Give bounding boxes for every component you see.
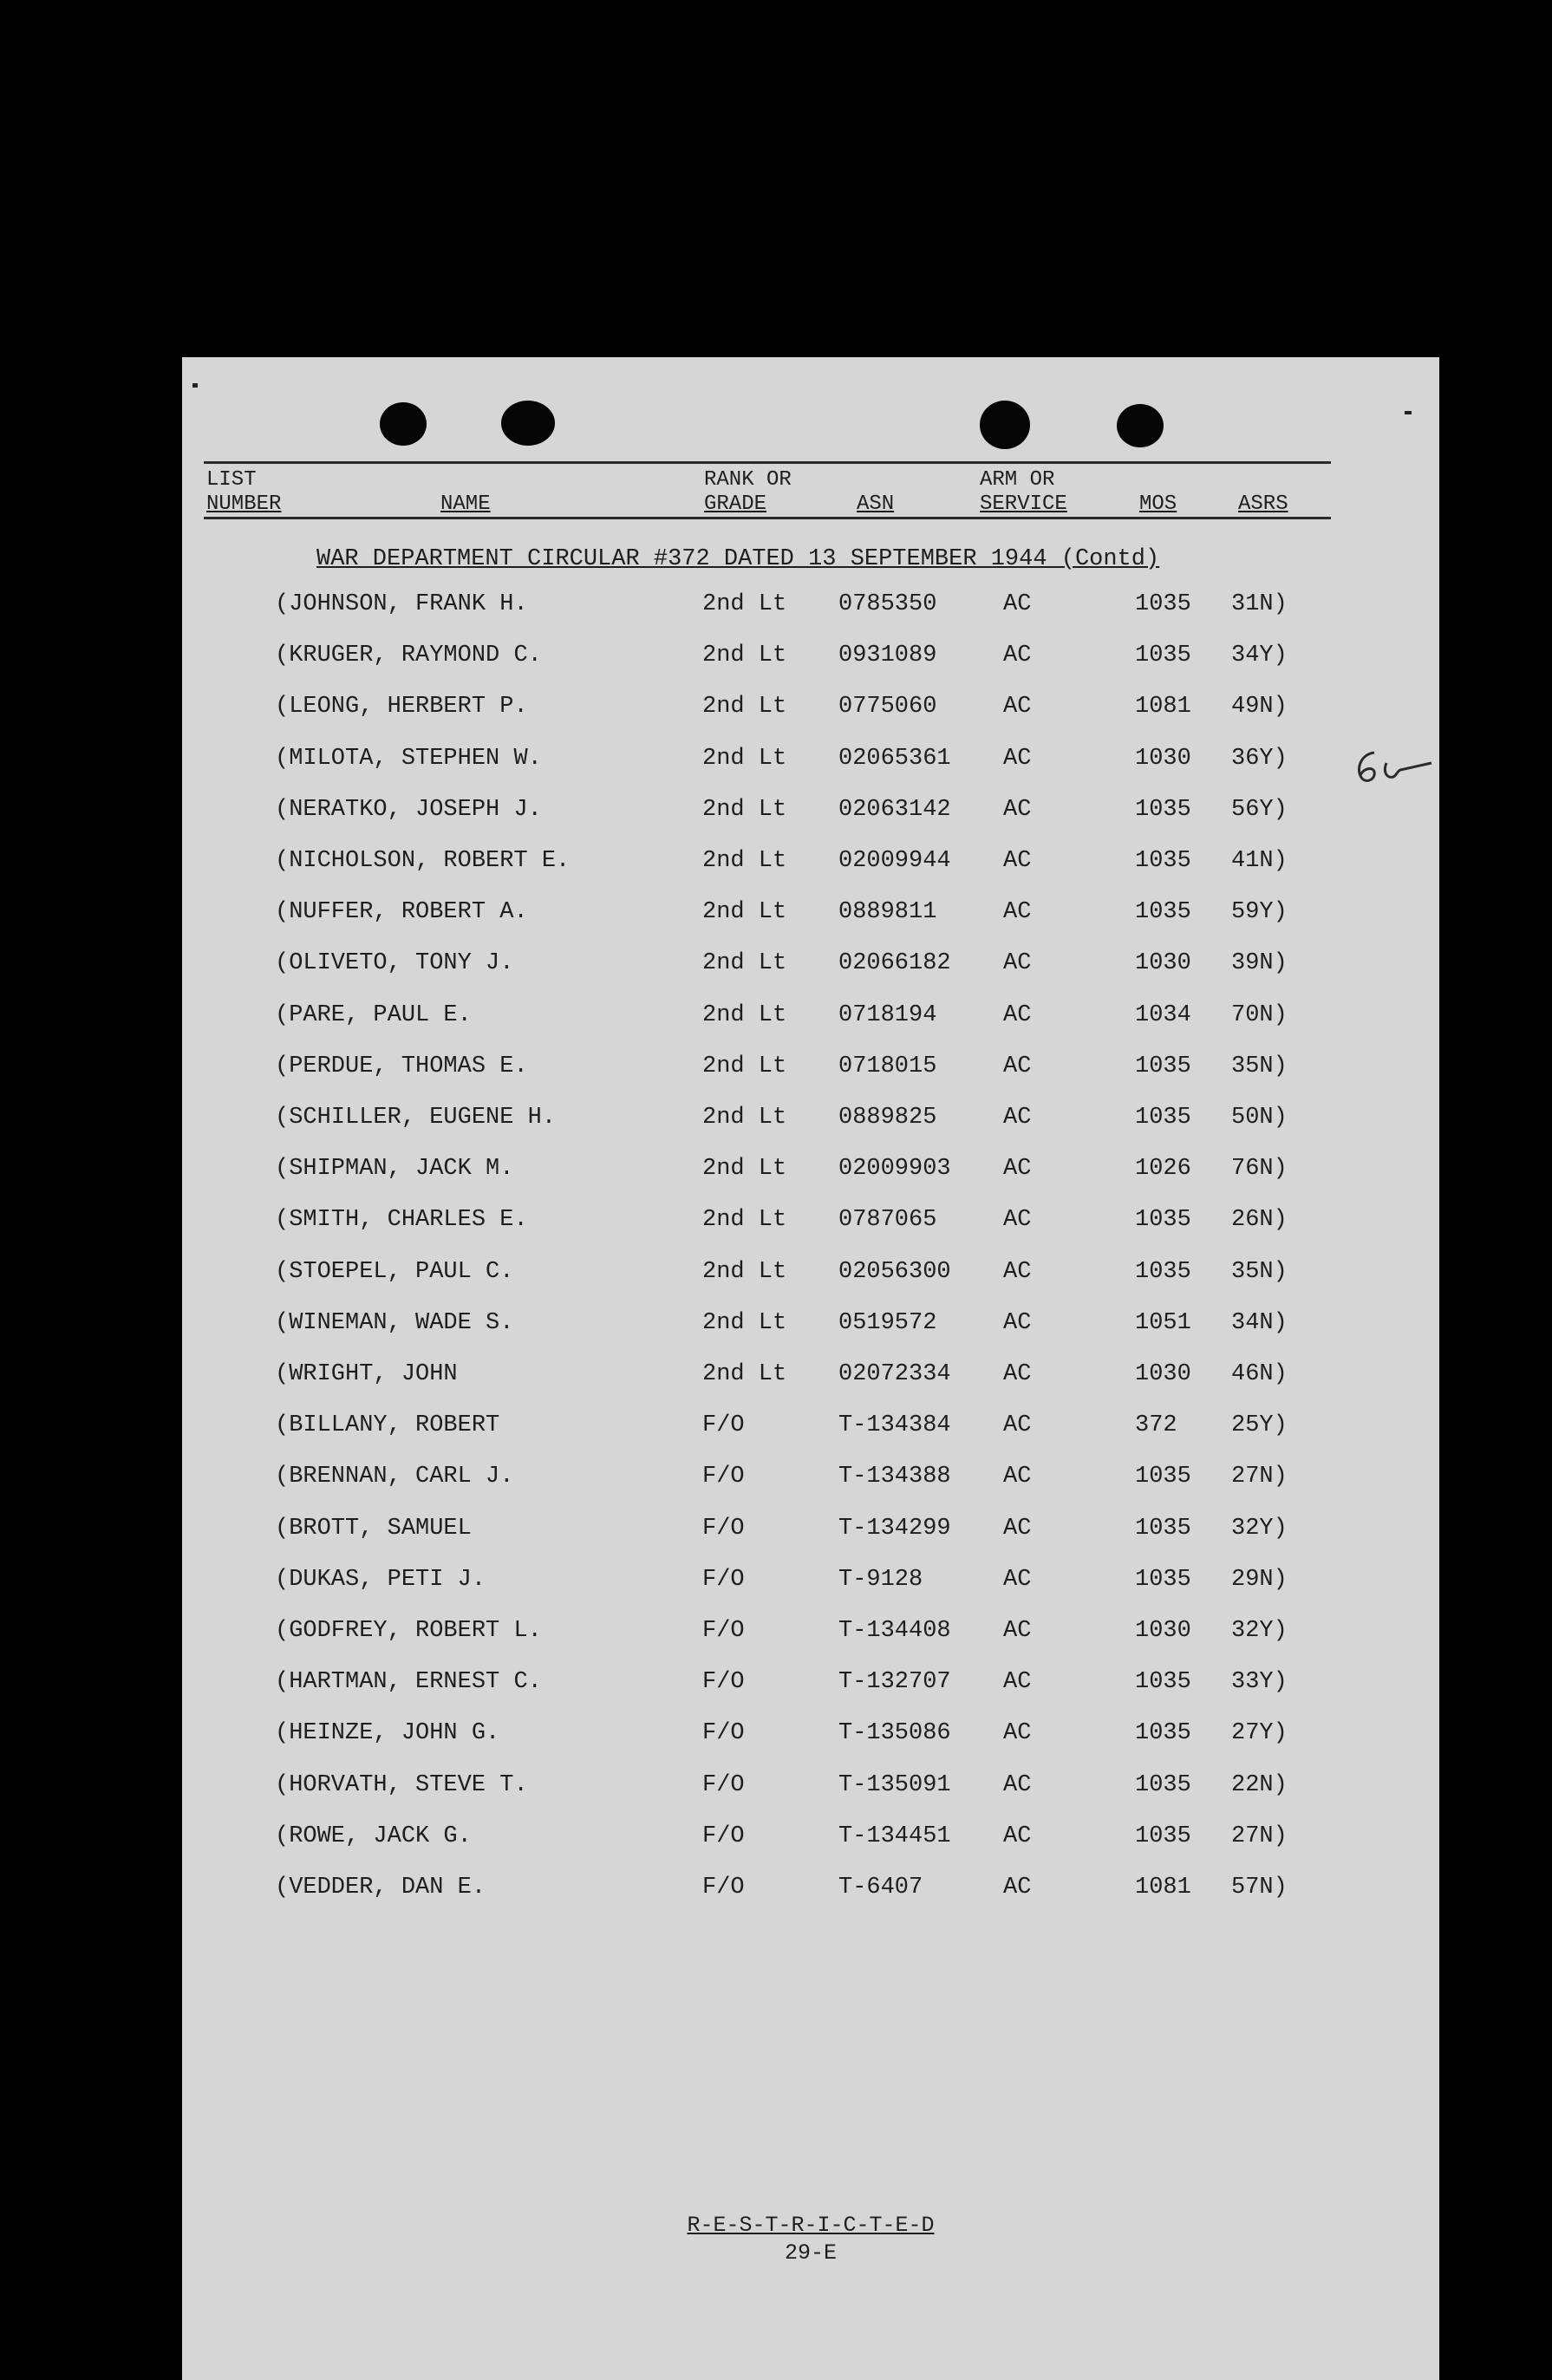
cell-asn: T-134299: [838, 1515, 951, 1542]
cell-arm: AC: [1003, 848, 1032, 874]
cell-asrs: 33Y): [1231, 1669, 1288, 1696]
cell-arm: AC: [1003, 1156, 1032, 1183]
cell-asrs: 35N): [1231, 1258, 1288, 1285]
cell-rank: F/O: [702, 1464, 745, 1490]
cell-arm: AC: [1003, 1771, 1032, 1798]
cell-asrs: 76N): [1231, 1156, 1288, 1183]
cell-rank: F/O: [702, 1515, 745, 1542]
cell-asn: T-135086: [838, 1720, 951, 1747]
cell-arm: AC: [1003, 1207, 1032, 1234]
cell-mos: 1035: [1135, 1822, 1191, 1849]
classification-marking: R-E-S-T-R-I-C-T-E-D: [687, 2213, 935, 2238]
cell-arm: AC: [1003, 1669, 1032, 1696]
header-bottom-rule: [204, 517, 1331, 519]
cell-rank: 2nd Lt: [702, 1258, 787, 1285]
cell-arm: AC: [1003, 1001, 1032, 1028]
table-row: [182, 1053, 1439, 1088]
cell-asrs: 34N): [1231, 1309, 1288, 1336]
header-top-rule: [204, 461, 1331, 464]
cell-mos: 1081: [1135, 694, 1191, 721]
table-row: [182, 1823, 1439, 1858]
cell-name: (PERDUE, THOMAS E.: [275, 1053, 528, 1079]
cell-name: (JOHNSON, FRANK H.: [275, 591, 528, 617]
cell-asn: T-134388: [838, 1464, 951, 1490]
table-row: [182, 1105, 1439, 1139]
cell-name: (HEINZE, JOHN G.: [275, 1720, 500, 1747]
cell-arm: AC: [1003, 1822, 1032, 1849]
cell-asn: 0931089: [838, 642, 937, 669]
table-row: [182, 797, 1439, 831]
cell-mos: 1035: [1135, 1720, 1191, 1747]
cell-rank: 2nd Lt: [702, 1309, 787, 1336]
table-row: [182, 591, 1439, 626]
cell-name: (SHIPMAN, JACK M.: [275, 1156, 514, 1183]
cell-mos: 1030: [1135, 745, 1191, 772]
cell-name: (LEONG, HERBERT P.: [275, 694, 528, 721]
cell-name: (OLIVETO, TONY J.: [275, 950, 514, 977]
table-row: [182, 1516, 1439, 1550]
cell-rank: F/O: [702, 1566, 745, 1593]
cell-name: (GODFREY, ROBERT L.: [275, 1618, 542, 1644]
cell-asrs: 36Y): [1231, 745, 1288, 772]
cell-asn: 0718194: [838, 1001, 937, 1028]
cell-mos: 1035: [1135, 1258, 1191, 1285]
cell-mos: 1035: [1135, 1464, 1191, 1490]
table-row: [182, 1002, 1439, 1037]
cell-asrs: 56Y): [1231, 796, 1288, 823]
table-row: [182, 1207, 1439, 1242]
cell-name: (STOEPEL, PAUL C.: [275, 1258, 514, 1285]
cell-rank: F/O: [702, 1720, 745, 1747]
header-arm: SERVICE: [980, 492, 1067, 516]
cell-asn: 02056300: [838, 1258, 951, 1285]
cell-arm: AC: [1003, 1464, 1032, 1490]
header-asn: ASN: [857, 492, 895, 516]
cell-rank: 2nd Lt: [702, 694, 787, 721]
cell-asn: 0889825: [838, 1105, 937, 1131]
cell-asn: 02063142: [838, 796, 951, 823]
cell-asrs: 35N): [1231, 1053, 1288, 1079]
cell-asn: 0787065: [838, 1207, 937, 1234]
punch-hole: [380, 402, 427, 446]
cell-mos: 1081: [1135, 1875, 1191, 1901]
cell-rank: F/O: [702, 1771, 745, 1798]
cell-asrs: 41N): [1231, 848, 1288, 874]
table-row: [182, 1772, 1439, 1807]
cell-asrs: 46N): [1231, 1361, 1288, 1387]
cell-mos: 1035: [1135, 796, 1191, 823]
document-page: [182, 357, 1439, 2380]
header-list-number: NUMBER: [206, 492, 282, 516]
cell-asrs: 26N): [1231, 1207, 1288, 1234]
cell-arm: AC: [1003, 1105, 1032, 1131]
cell-asn: T-134384: [838, 1412, 951, 1439]
cell-asn: 0519572: [838, 1309, 937, 1336]
punch-hole: [501, 401, 555, 446]
cell-name: (SCHILLER, EUGENE H.: [275, 1105, 557, 1131]
cell-asrs: 34Y): [1231, 642, 1288, 669]
cell-asrs: 27N): [1231, 1464, 1288, 1490]
page-number: 29-E: [784, 2240, 837, 2266]
cell-arm: AC: [1003, 1361, 1032, 1387]
table-row: [182, 1156, 1439, 1190]
cell-mos: 1026: [1135, 1156, 1191, 1183]
cell-arm: AC: [1003, 1875, 1032, 1901]
cell-asrs: 27Y): [1231, 1720, 1288, 1747]
cell-rank: 2nd Lt: [702, 950, 787, 977]
table-row: [182, 848, 1439, 883]
cell-name: (NUFFER, ROBERT A.: [275, 899, 528, 926]
cell-arm: AC: [1003, 950, 1032, 977]
cell-mos: 1035: [1135, 899, 1191, 926]
cell-asrs: 49N): [1231, 694, 1288, 721]
cell-asrs: 27N): [1231, 1822, 1288, 1849]
cell-mos: 1035: [1135, 1207, 1191, 1234]
table-row: [182, 899, 1439, 934]
cell-rank: 2nd Lt: [702, 642, 787, 669]
cell-name: (PARE, PAUL E.: [275, 1001, 472, 1028]
cell-arm: AC: [1003, 642, 1032, 669]
cell-arm: AC: [1003, 1515, 1032, 1542]
cell-asn: 0718015: [838, 1053, 937, 1079]
cell-mos: 1034: [1135, 1001, 1191, 1028]
cell-asn: 02009903: [838, 1156, 951, 1183]
table-row: [182, 1412, 1439, 1447]
cell-arm: AC: [1003, 591, 1032, 617]
cell-rank: 2nd Lt: [702, 1207, 787, 1234]
header-rank-top: RANK OR: [704, 468, 792, 492]
cell-asn: 0785350: [838, 591, 937, 617]
cell-name: (BROTT, SAMUEL: [275, 1515, 472, 1542]
cell-rank: 2nd Lt: [702, 1156, 787, 1183]
cell-asn: T-135091: [838, 1771, 951, 1798]
header-mos: MOS: [1139, 492, 1177, 516]
table-row: [182, 1259, 1439, 1294]
cell-name: (NERATKO, JOSEPH J.: [275, 796, 542, 823]
cell-asrs: 39N): [1231, 950, 1288, 977]
cell-rank: 2nd Lt: [702, 1053, 787, 1079]
cell-asrs: 32Y): [1231, 1515, 1288, 1542]
cell-asrs: 50N): [1231, 1105, 1288, 1131]
cell-rank: 2nd Lt: [702, 745, 787, 772]
cell-asrs: 25Y): [1231, 1412, 1288, 1439]
cell-name: (MILOTA, STEPHEN W.: [275, 745, 542, 772]
section-title: WAR DEPARTMENT CIRCULAR #372 DATED 13 SEPTEMBER 1944 (Contd): [316, 546, 1160, 572]
cell-arm: AC: [1003, 694, 1032, 721]
cell-rank: F/O: [702, 1412, 745, 1439]
cell-mos: 1030: [1135, 1361, 1191, 1387]
table-row: [182, 1361, 1439, 1396]
cell-name: (ROWE, JACK G.: [275, 1822, 472, 1849]
cell-rank: F/O: [702, 1618, 745, 1644]
cell-asrs: 59Y): [1231, 899, 1288, 926]
cell-rank: F/O: [702, 1875, 745, 1901]
cell-name: (VEDDER, DAN E.: [275, 1875, 486, 1901]
cell-rank: 2nd Lt: [702, 899, 787, 926]
cell-asn: 0889811: [838, 899, 937, 926]
cell-arm: AC: [1003, 745, 1032, 772]
cell-mos: 1030: [1135, 950, 1191, 977]
cell-name: (BILLANY, ROBERT: [275, 1412, 500, 1439]
cell-name: (SMITH, CHARLES E.: [275, 1207, 528, 1234]
cell-asn: T-6407: [838, 1875, 923, 1901]
paper-speck: [1405, 411, 1412, 414]
cell-mos: 372: [1135, 1412, 1177, 1439]
cell-asrs: 32Y): [1231, 1618, 1288, 1644]
cell-asn: 02072334: [838, 1361, 951, 1387]
table-row: [182, 1720, 1439, 1755]
cell-rank: 2nd Lt: [702, 1001, 787, 1028]
cell-mos: 1035: [1135, 1515, 1191, 1542]
header-rank: GRADE: [704, 492, 767, 516]
cell-name: (NICHOLSON, ROBERT E.: [275, 848, 571, 874]
cell-arm: AC: [1003, 899, 1032, 926]
cell-name: (KRUGER, RAYMOND C.: [275, 642, 542, 669]
cell-arm: AC: [1003, 1412, 1032, 1439]
cell-rank: 2nd Lt: [702, 591, 787, 617]
cell-mos: 1035: [1135, 642, 1191, 669]
cell-name: (WINEMAN, WADE S.: [275, 1309, 514, 1336]
cell-rank: 2nd Lt: [702, 796, 787, 823]
cell-asrs: 22N): [1231, 1771, 1288, 1798]
cell-arm: AC: [1003, 1309, 1032, 1336]
header-name: NAME: [440, 492, 491, 516]
table-row: [182, 1875, 1439, 1909]
cell-rank: F/O: [702, 1822, 745, 1849]
cell-asrs: 70N): [1231, 1001, 1288, 1028]
table-row: [182, 642, 1439, 677]
cell-name: (BRENNAN, CARL J.: [275, 1464, 514, 1490]
table-row: [182, 694, 1439, 728]
cell-mos: 1035: [1135, 848, 1191, 874]
cell-mos: 1035: [1135, 1669, 1191, 1696]
cell-asn: 02065361: [838, 745, 951, 772]
cell-mos: 1035: [1135, 1566, 1191, 1593]
cell-rank: F/O: [702, 1669, 745, 1696]
cell-name: (HARTMAN, ERNEST C.: [275, 1669, 542, 1696]
punch-hole: [980, 401, 1030, 449]
cell-arm: AC: [1003, 1566, 1032, 1593]
cell-arm: AC: [1003, 1258, 1032, 1285]
cell-mos: 1051: [1135, 1309, 1191, 1336]
handwritten-annotation: [1348, 737, 1444, 789]
cell-asn: T-134408: [838, 1618, 951, 1644]
header-asrs: ASRS: [1238, 492, 1288, 516]
cell-asrs: 57N): [1231, 1875, 1288, 1901]
cell-asn: T-9128: [838, 1566, 923, 1593]
cell-rank: 2nd Lt: [702, 848, 787, 874]
table-row: [182, 1567, 1439, 1601]
cell-asn: 02066182: [838, 950, 951, 977]
table-row: [182, 1464, 1439, 1498]
cell-mos: 1035: [1135, 1105, 1191, 1131]
cell-mos: 1030: [1135, 1618, 1191, 1644]
table-row: [182, 1669, 1439, 1704]
cell-asn: T-134451: [838, 1822, 951, 1849]
cell-mos: 1035: [1135, 1771, 1191, 1798]
paper-speck: [192, 383, 198, 388]
cell-rank: 2nd Lt: [702, 1105, 787, 1131]
header-arm-top: ARM OR: [980, 468, 1055, 492]
cell-name: (WRIGHT, JOHN: [275, 1361, 458, 1387]
table-row: [182, 1618, 1439, 1653]
cell-asn: T-132707: [838, 1669, 951, 1696]
cell-asn: 02009944: [838, 848, 951, 874]
cell-name: (DUKAS, PETI J.: [275, 1566, 486, 1593]
cell-arm: AC: [1003, 1720, 1032, 1747]
cell-arm: AC: [1003, 1618, 1032, 1644]
punch-hole: [1117, 404, 1164, 447]
cell-name: (HORVATH, STEVE T.: [275, 1771, 528, 1798]
table-row: [182, 1310, 1439, 1345]
cell-arm: AC: [1003, 796, 1032, 823]
cell-asrs: 31N): [1231, 591, 1288, 617]
cell-mos: 1035: [1135, 591, 1191, 617]
cell-asn: 0775060: [838, 694, 937, 721]
table-row: [182, 746, 1439, 780]
table-row: [182, 950, 1439, 985]
cell-arm: AC: [1003, 1053, 1032, 1079]
cell-mos: 1035: [1135, 1053, 1191, 1079]
cell-asrs: 29N): [1231, 1566, 1288, 1593]
header-list-number-top: LIST: [206, 468, 257, 492]
cell-rank: 2nd Lt: [702, 1361, 787, 1387]
